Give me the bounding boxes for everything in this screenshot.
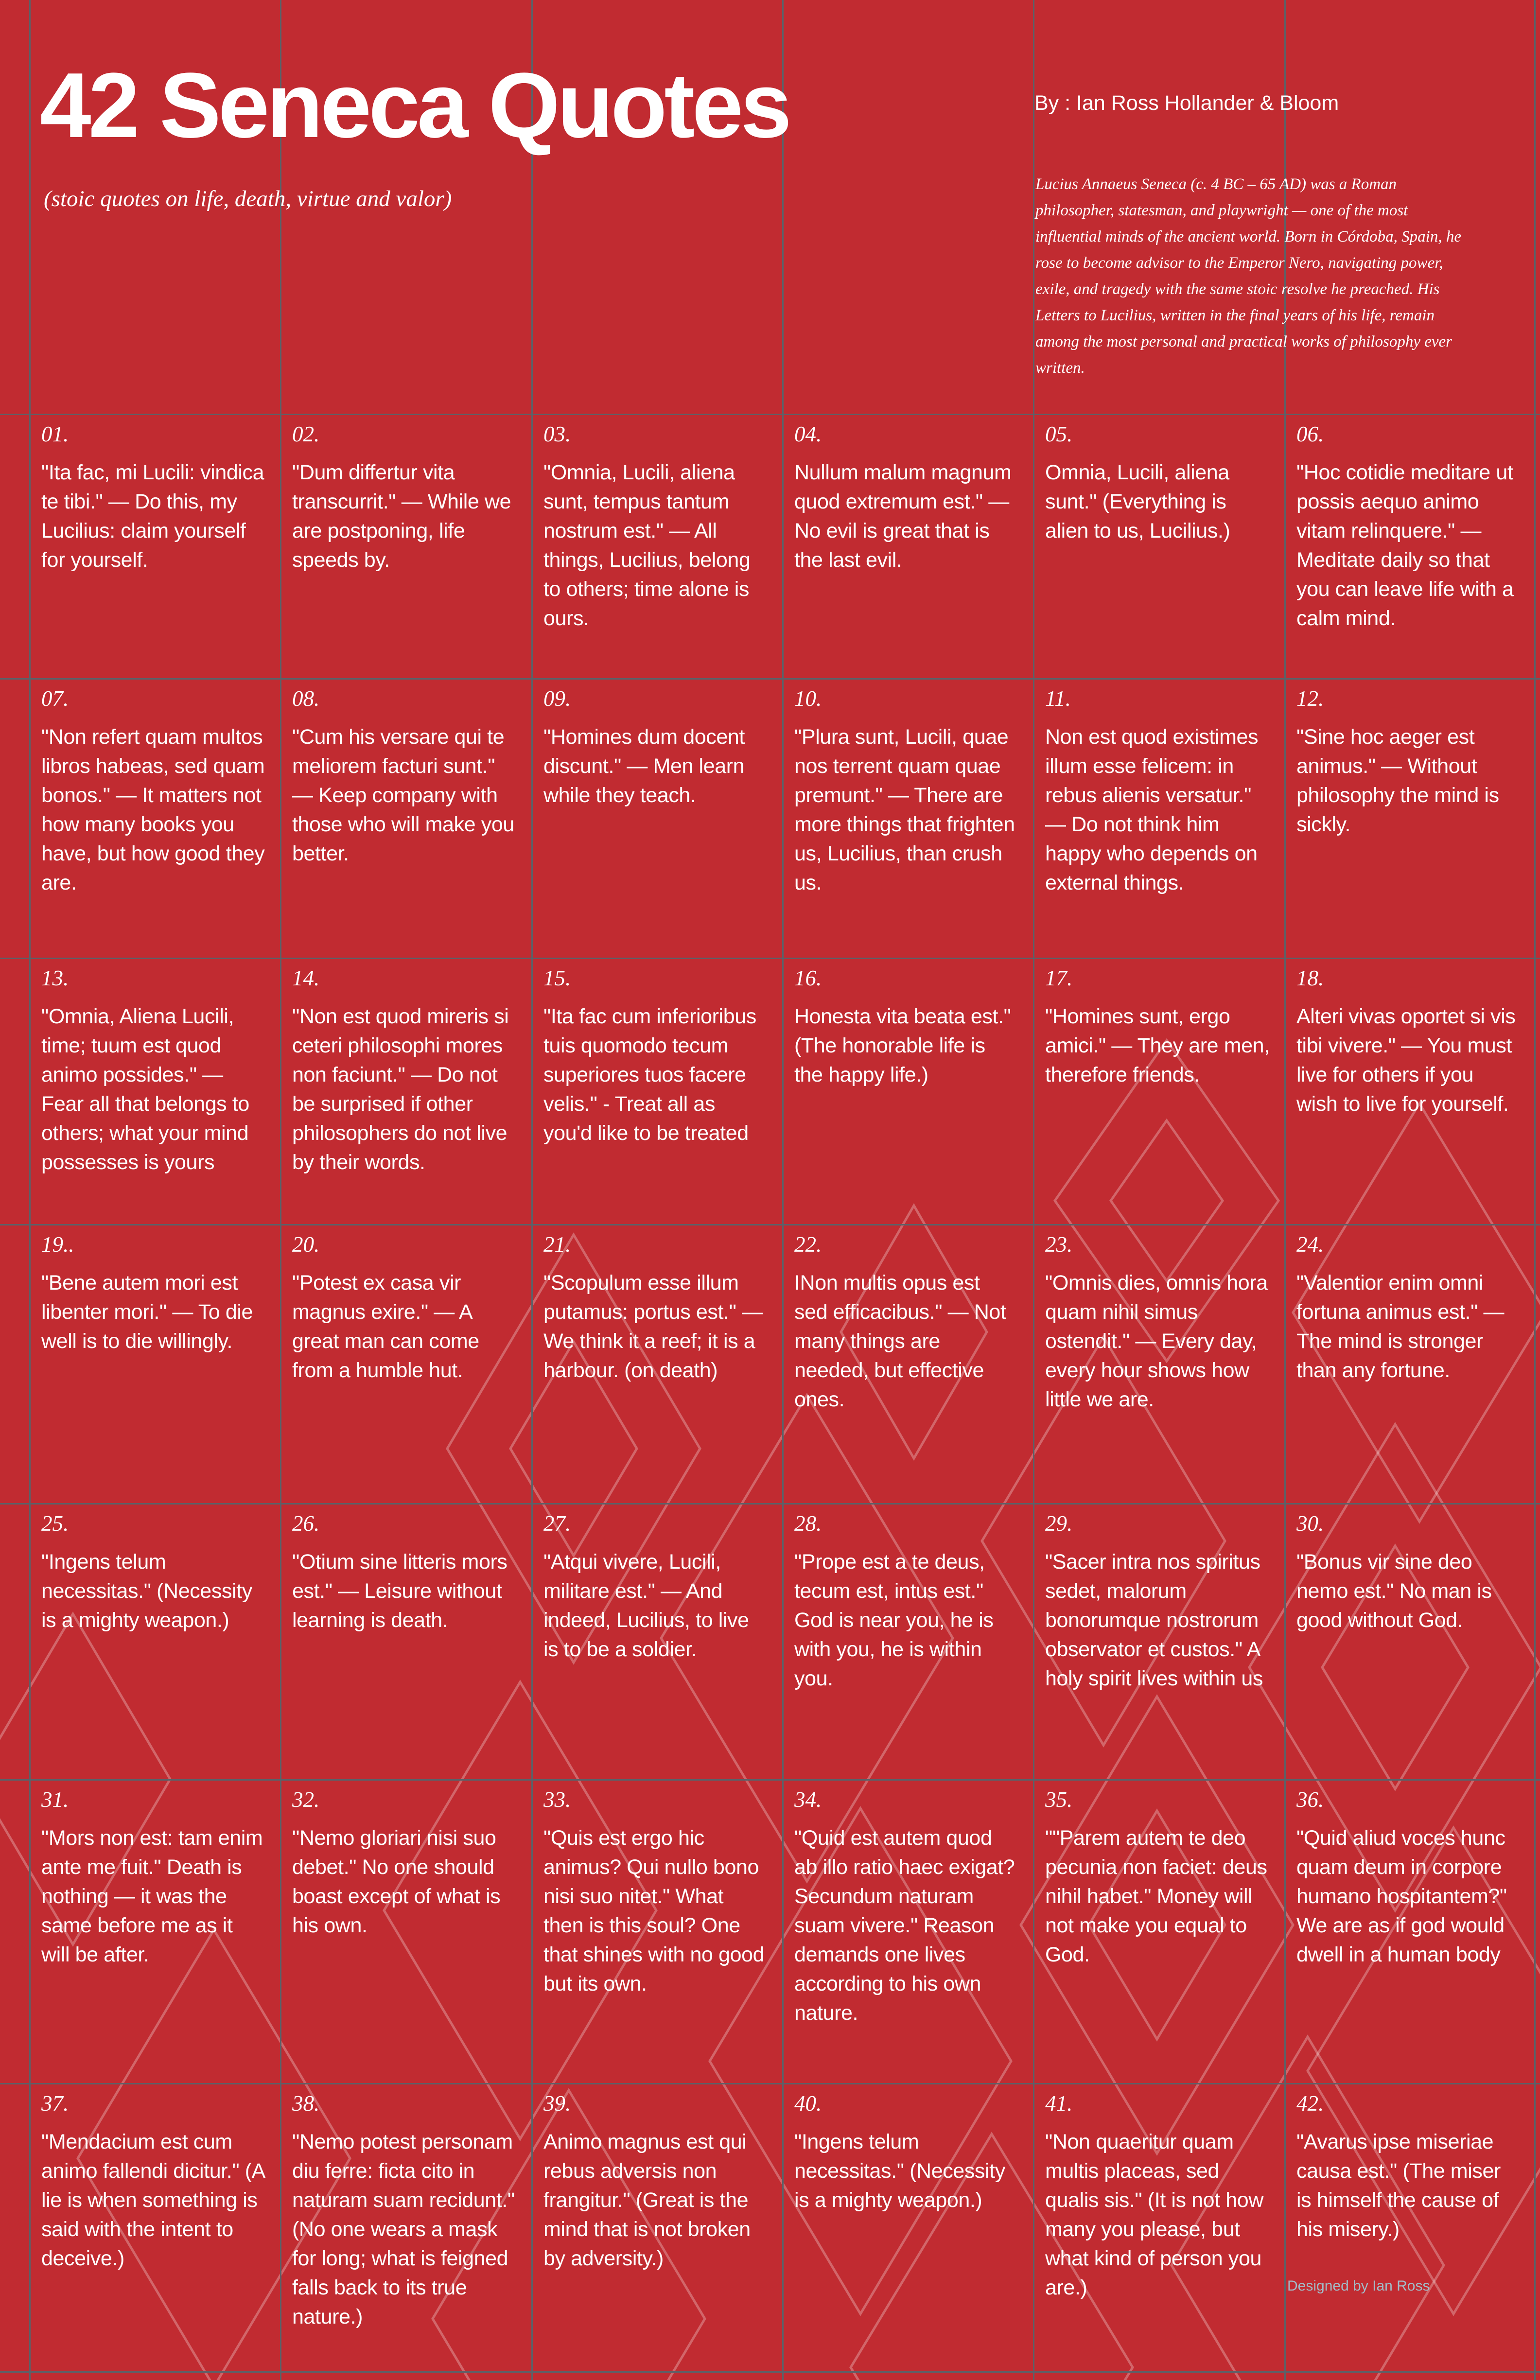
quote-text: "Mors non est: tam enim ante me fuit." Death is nothing — it was the same before me as it will be after.	[41, 1826, 263, 1966]
quote-cell	[281, 680, 531, 958]
quote-cell	[281, 1505, 531, 1779]
quote-number: 26.	[292, 1511, 320, 1536]
quote-text: Animo magnus est qui rebus adversis non frangitur." (Great is the mind that is not broken by adversity.)	[543, 2130, 751, 2270]
quote-number: 07.	[41, 686, 69, 711]
quote-cell	[784, 680, 1033, 958]
quote-number: 23.	[1045, 1232, 1073, 1257]
quote-cell	[1286, 1505, 1534, 1779]
quote-cell	[1286, 1225, 1534, 1503]
quote-text: "Ita fac, mi Lucili: vindica te tibi." — Do this, my Lucilius: claim yourself for yourself.	[41, 460, 264, 572]
quote-cell	[1034, 959, 1284, 1224]
quote-text: "Mendacium est cum animo fallendi dicitur." (A lie is when something is said with the intent to deceive.)	[41, 2130, 264, 2270]
byline: By : Ian Ross Hollander & Bloom	[1034, 91, 1339, 115]
quote-text: "Non refert quam multos libros habeas, sed quam bonos." — It matters not how many books you have, but how good they are.	[41, 725, 265, 894]
quote-cell	[31, 1505, 280, 1779]
quote-number: 08.	[292, 686, 320, 711]
quote-number: 05.	[1045, 422, 1073, 446]
quote-cell	[31, 415, 280, 678]
quote-number: 34.	[794, 1787, 822, 1812]
quote-number: 17.	[1045, 966, 1073, 990]
quote-cell	[784, 1505, 1033, 1779]
quote-cell	[784, 1781, 1033, 2083]
quote-text: Honesta vita beata est." (The honorable life is the happy life.)	[794, 1004, 1011, 1086]
quote-cell	[1286, 680, 1534, 958]
quote-number: 18.	[1296, 966, 1324, 990]
quote-cell	[1034, 2084, 1284, 2371]
quote-number: 37.	[41, 2091, 69, 2116]
quote-number: 28.	[794, 1511, 822, 1536]
quote-number: 32.	[292, 1787, 320, 1812]
quote-text: "Homines sunt, ergo amici." — They are men, therefore friends.	[1045, 1004, 1270, 1086]
quote-number: 31.	[41, 1787, 69, 1812]
intro-paragraph: Lucius Annaeus Seneca (c. 4 BC – 65 AD) was a Roman philosopher, statesman, and playwright — one of the most influential minds of the ancient world. Born in Córdoba, Spain, he rose to become advisor to the Emperor Nero, navigating power, exile, and tragedy with the same stoic resolve he preached. His Letters to Lucilius, written in the final years of his life, remain among the most personal and practical works of philosophy ever written.	[1035, 175, 1461, 377]
quote-cell	[1286, 1781, 1534, 2083]
quote-cell	[1286, 415, 1534, 678]
quote-number: 06.	[1296, 422, 1324, 446]
quote-number: 24.	[1296, 1232, 1324, 1257]
quote-number: 40.	[794, 2091, 822, 2116]
quote-number: 16.	[794, 966, 822, 990]
quote-cell	[1034, 680, 1284, 958]
quote-text: "Nemo gloriari nisi suo debet." No one should boast except of what is his own.	[292, 1826, 501, 1937]
quote-number: 02.	[292, 422, 320, 446]
quote-number: 41.	[1045, 2091, 1073, 2116]
quote-cell	[31, 680, 280, 958]
quote-cell	[533, 1505, 782, 1779]
quote-text: "Cum his versare qui te meliorem facturi sunt." — Keep company with those who will make you better.	[292, 725, 514, 865]
quote-number: 29.	[1045, 1511, 1073, 1536]
quote-cell	[31, 1225, 280, 1503]
quote-number: 38.	[292, 2091, 320, 2116]
quote-text: "Ingens telum necessitas." (Necessity is a mighty weapon.)	[41, 1550, 252, 1632]
quote-cell	[533, 680, 782, 958]
quote-text: Non est quod existimes illum esse felicem: in rebus alienis versatur." — Do not think him happy who depends on external things.	[1045, 725, 1259, 894]
quote-text: Alteri vivas oportet si vis tibi vivere." — You must live for others if you wish to live for yourself.	[1296, 1004, 1516, 1116]
quote-cell	[784, 415, 1033, 678]
horizontal-grid-line	[0, 2371, 1540, 2373]
quote-cell	[31, 2084, 280, 2371]
quote-text: "Omnia, Aliena Lucili, time; tuum est quod animo possides." — Fear all that belongs to others; what your mind possesses is yours	[41, 1004, 249, 1174]
quote-text: "Nemo potest personam diu ferre: ficta cito in naturam suam recidunt." (No one wears a mask for long; what is feigned falls back to its true nature.)	[292, 2130, 515, 2328]
quote-cell	[533, 415, 782, 678]
quote-cell	[533, 2084, 782, 2371]
quote-cell	[784, 1225, 1033, 1503]
quote-text: "Avarus ipse miseriae causa est." (The miser is himself the cause of his misery.)	[1296, 2130, 1501, 2241]
quote-cell	[281, 415, 531, 678]
quote-number: 13.	[41, 966, 69, 990]
quote-text: "Dum differtur vita transcurrit." — While we are postponing, life speeds by.	[292, 460, 511, 572]
quote-number: 35.	[1045, 1787, 1073, 1812]
page-title: 42 Seneca Quotes	[40, 54, 789, 157]
quote-text: "Omnis dies, omnis hora quam nihil simus ostendit." — Every day, every hour shows how little we are.	[1045, 1271, 1268, 1411]
quote-text: "Non quaeritur quam multis placeas, sed qualis sis." (It is not how many you please, but what kind of person you are.)	[1045, 2130, 1263, 2299]
quote-text: ""Parem autem te deo pecunia non faciet: deus nihil habet." Money will not make you equal to God.	[1045, 1826, 1267, 1966]
quote-text: Omnia, Lucili, aliena sunt." (Everything is alien to us, Lucilius.)	[1045, 460, 1230, 542]
quote-number: 03.	[543, 422, 571, 446]
quote-number: 15.	[543, 966, 571, 990]
quote-text: "Quid aliud voces hunc quam deum in corpore humano hospitantem?" We are as if god would dwell in a human body	[1296, 1826, 1507, 1966]
quote-number: 11.	[1045, 686, 1071, 711]
quote-number: 21.	[543, 1232, 571, 1257]
quote-text: "Otium sine litteris mors est." — Leisure without learning is death.	[292, 1550, 508, 1632]
quote-cell	[533, 1225, 782, 1503]
quote-number: 30.	[1296, 1511, 1324, 1536]
quote-number: 36.	[1296, 1787, 1324, 1812]
quote-cell	[281, 959, 531, 1224]
quote-number: 09.	[543, 686, 571, 711]
quote-number: 20.	[292, 1232, 320, 1257]
quote-text: INon multis opus est sed efficacibus." — Not many things are needed, but effective ones.	[794, 1271, 1006, 1411]
quote-number: 12.	[1296, 686, 1324, 711]
quote-text: "Ita fac cum inferioribus tuis quomodo tecum superiores tuos facere velis." - Treat all as you'd like to be treated	[543, 1004, 756, 1145]
quote-text: "Bene autem mori est libenter mori." — To die well is to die willingly.	[41, 1271, 253, 1353]
vertical-grid-line	[1534, 0, 1536, 2380]
quote-text: "Quid est autem quod ab illo ratio haec exigat? Secundum naturam suam vivere." Reason demands one lives according to his own nature.	[794, 1826, 1015, 2025]
quote-cell	[281, 1225, 531, 1503]
quote-text: "Ingens telum necessitas." (Necessity is a mighty weapon.)	[794, 2130, 1005, 2212]
page-subtitle: (stoic quotes on life, death, virtue and valor)	[44, 186, 452, 211]
quote-number: 25.	[41, 1511, 69, 1536]
quote-number: 33.	[543, 1787, 571, 1812]
quote-cell	[1286, 959, 1534, 1224]
quote-cell	[1286, 2084, 1534, 2371]
quote-cell	[1034, 1781, 1284, 2083]
quote-text: "Sine hoc aeger est animus." — Without philosophy the mind is sickly.	[1296, 725, 1499, 836]
quote-number: 04.	[794, 422, 822, 446]
quote-text: "Atqui vivere, Lucili, militare est." — And indeed, Lucilius, to live is to be a soldier.	[543, 1550, 749, 1661]
quote-text: "Valentior enim omni fortuna animus est." — The mind is stronger than any fortune.	[1296, 1271, 1505, 1382]
quote-number: 42.	[1296, 2091, 1324, 2116]
quote-text: "Bonus vir sine deo nemo est." No man is good without God.	[1296, 1550, 1492, 1632]
quote-number: 19..	[41, 1232, 74, 1257]
quote-text: "Quis est ergo hic animus? Qui nullo bono nisi suo nitet." What then is this soul? One that shines with no good but its own.	[543, 1826, 765, 1995]
quote-text: "Scopulum esse illum putamus: portus est." — We think it a reef; it is a harbour. (on death)	[543, 1271, 763, 1382]
quote-cell	[31, 959, 280, 1224]
quote-cell	[31, 1781, 280, 2083]
quote-text: "Plura sunt, Lucili, quae nos terrent quam quae premunt." — There are more things that frighten us, Lucilius, than crush us.	[794, 725, 1015, 894]
quote-number: 22.	[794, 1232, 822, 1257]
quote-number: 27.	[543, 1511, 571, 1536]
quote-text: Nullum malum magnum quod extremum est." — No evil is great that is the last evil.	[794, 460, 1012, 572]
quote-text: "Non est quod mireris si ceteri philosophi mores non faciunt." — Do not be surprised if other philosophers do not live by their words.	[292, 1004, 509, 1174]
quote-text: "Potest ex casa vir magnus exire." — A great man can come from a humble hut.	[292, 1271, 479, 1382]
quote-number: 10.	[794, 686, 822, 711]
quote-number: 14.	[292, 966, 320, 990]
quote-text: "Homines dum docent discunt." — Men learn while they teach.	[543, 725, 745, 807]
quote-text: "Omnia, Lucili, aliena sunt, tempus tantum nostrum est." — All things, Lucilius, belong to others; time alone is ours.	[543, 460, 751, 630]
quote-number: 01.	[41, 422, 69, 446]
quote-text: "Sacer intra nos spiritus sedet, malorum bonorumque nostrorum observator et custos." A holy spirit lives within us	[1045, 1550, 1263, 1690]
quote-cell	[281, 1781, 531, 2083]
quote-cell	[1034, 1225, 1284, 1503]
quote-text: "Hoc cotidie meditare ut possis aequo animo vitam relinquere." — Meditate daily so that you can leave life with a calm mind.	[1296, 460, 1514, 630]
quote-cell	[784, 959, 1033, 1224]
designer-credit: Designed by Ian Ross	[1287, 2278, 1430, 2294]
quote-cell	[281, 2084, 531, 2371]
quote-cell	[1034, 1505, 1284, 1779]
quote-text: "Prope est a te deus, tecum est, intus est." God is near you, he is with you, he is within you.	[794, 1550, 994, 1690]
quote-number: 39.	[543, 2091, 571, 2116]
quote-cell	[784, 2084, 1033, 2371]
quote-cell	[533, 959, 782, 1224]
quote-cell	[1034, 415, 1284, 678]
quote-cell	[533, 1781, 782, 2083]
